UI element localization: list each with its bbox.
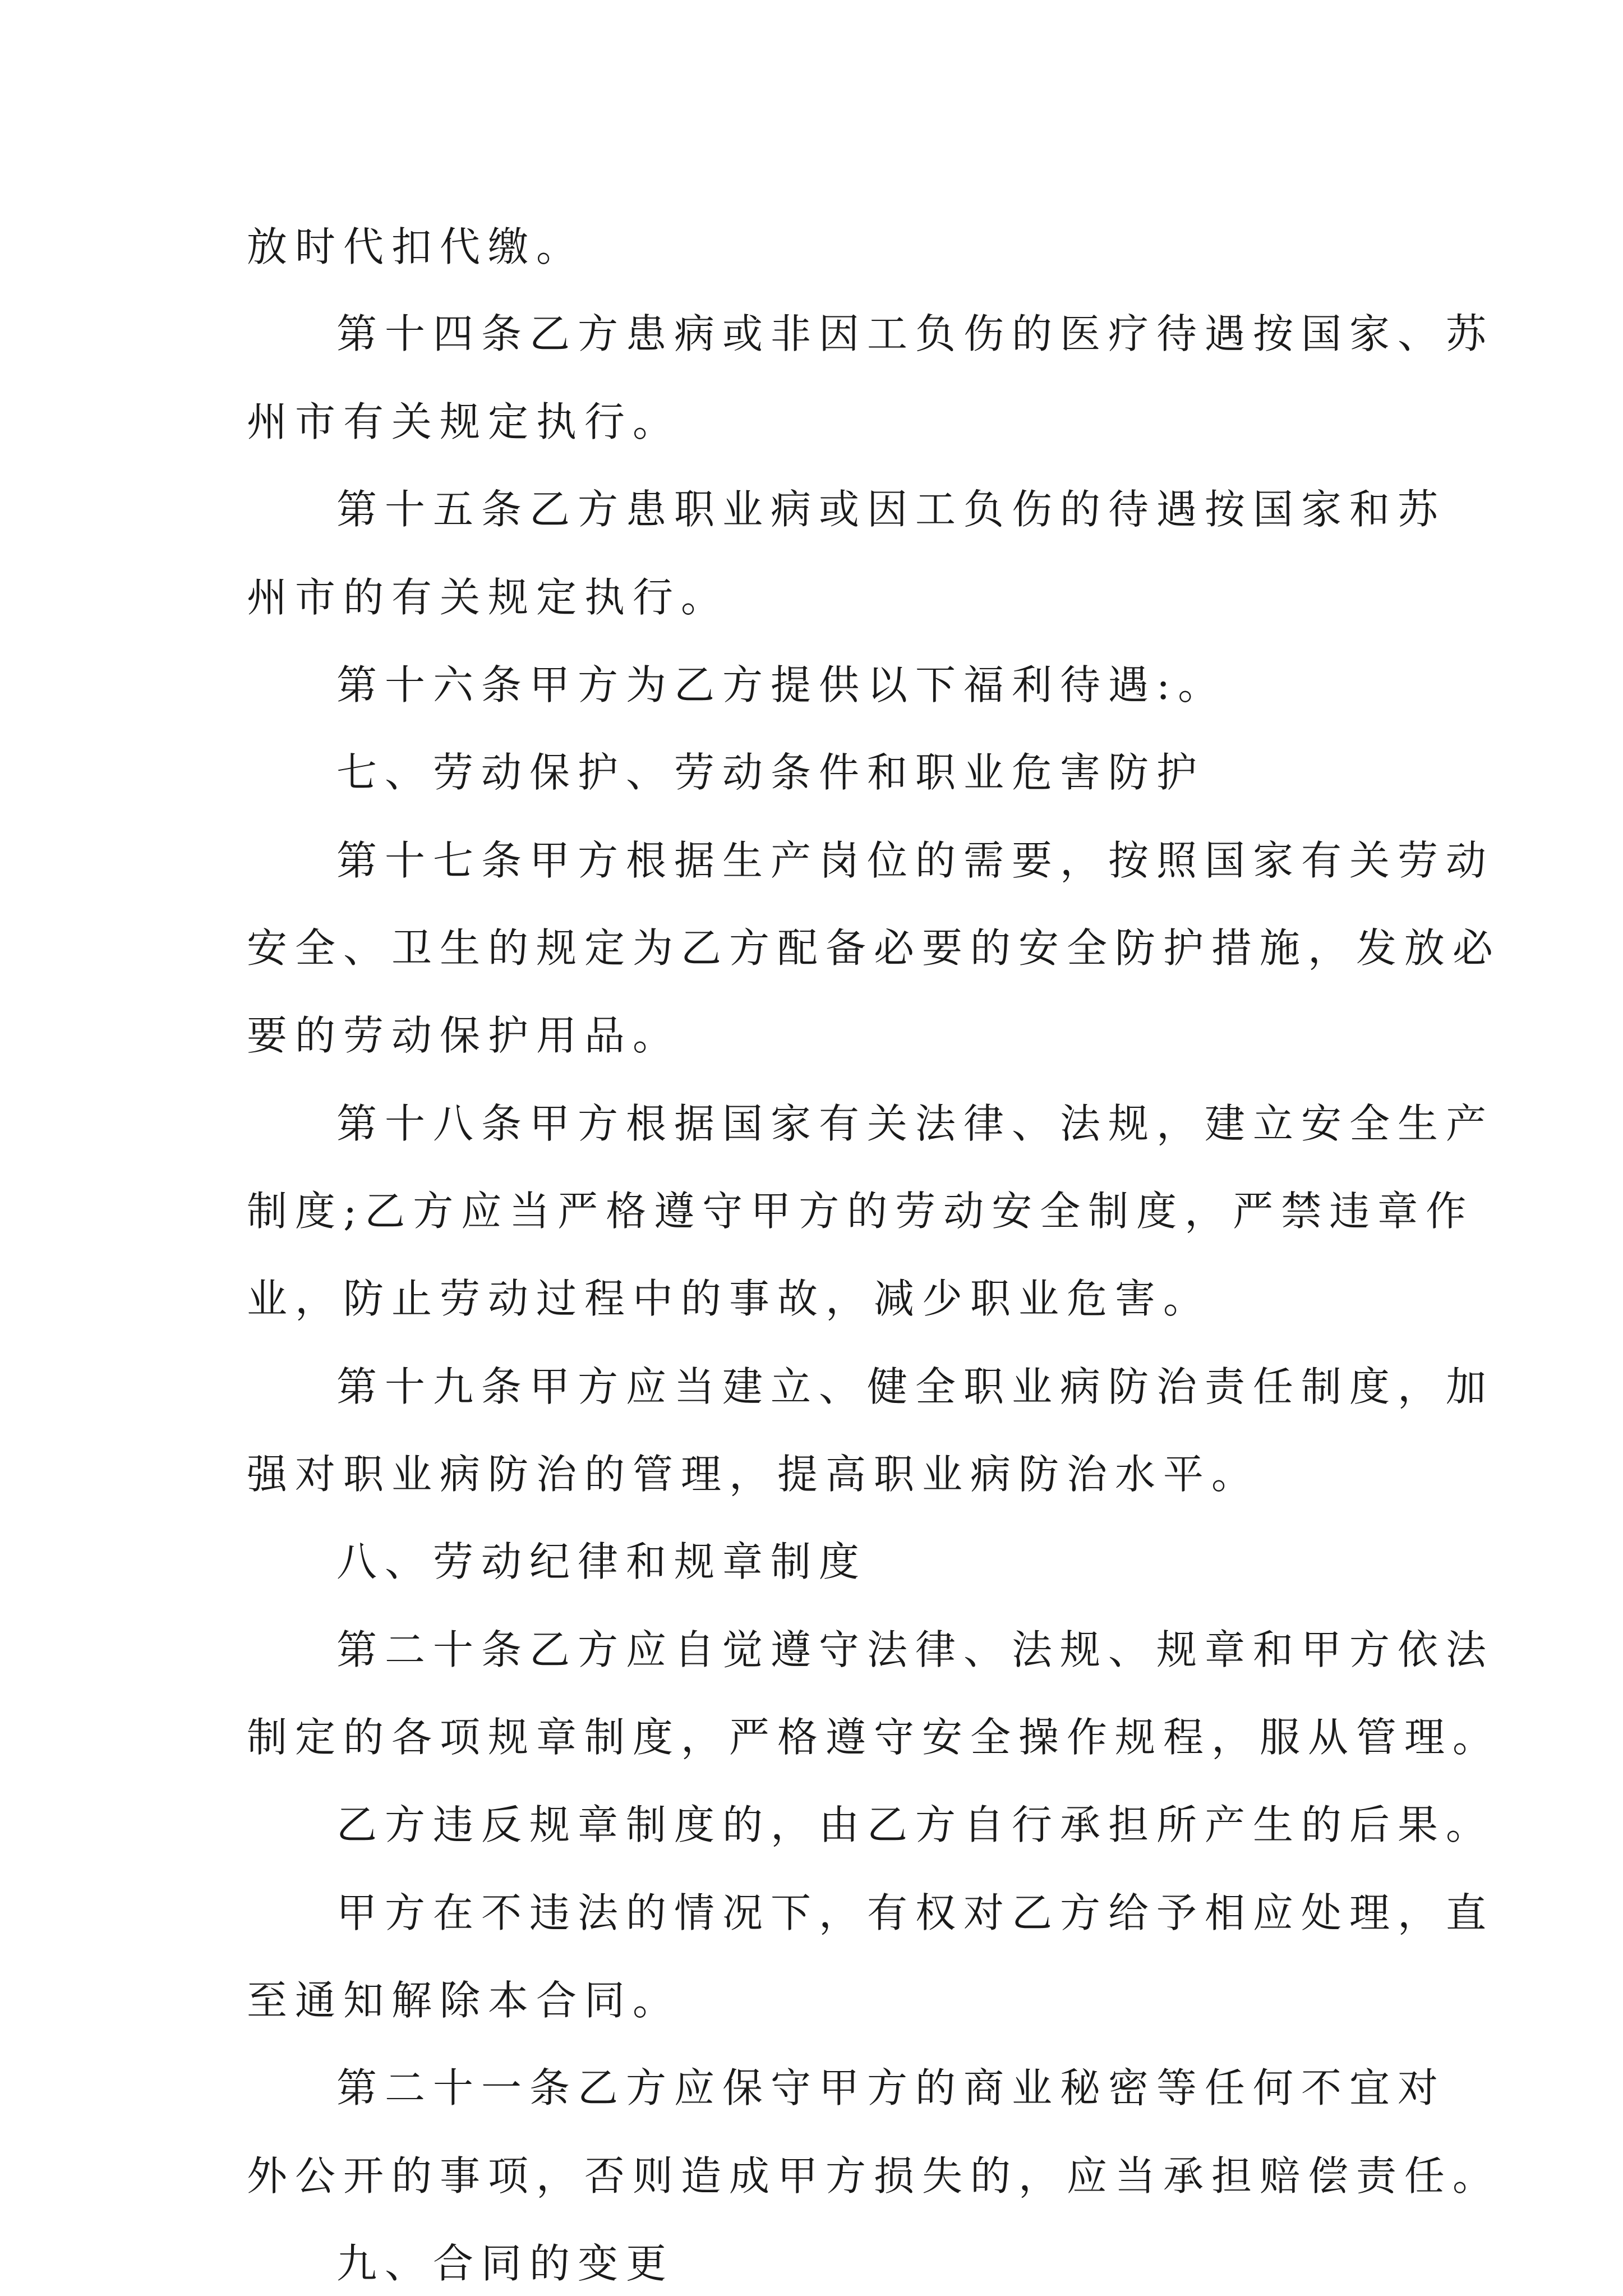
text-line: 第十八条甲方根据国家有关法律、法规，建立安全生产 [336, 1100, 1495, 1147]
text-line: 第二十条乙方应自觉遵守法律、法规、规章和甲方依法 [336, 1626, 1495, 1673]
section-heading: 八、劳动纪律和规章制度 [336, 1538, 868, 1585]
text-line: 乙方违反规章制度的，由乙方自行承担所产生的后果。 [336, 1801, 1495, 1848]
text-line: 第十七条甲方根据生产岗位的需要，按照国家有关劳动 [336, 837, 1495, 884]
text-line: 放时代扣代缴。 [247, 223, 585, 270]
text-line: 安全、卫生的规定为乙方配备必要的安全防护措施，发放必 [247, 924, 1501, 972]
text-line: 州市有关规定执行。 [247, 398, 681, 445]
text-line: 第十六条甲方为乙方提供以下福利待遇:。 [336, 661, 1227, 708]
text-line: 第十五条乙方患职业病或因工负伤的待遇按国家和苏 [336, 486, 1446, 533]
text-line: 业，防止劳动过程中的事故，减少职业危害。 [247, 1275, 1212, 1322]
text-line: 外公开的事项，否则造成甲方损失的，应当承担赔偿责任。 [247, 2152, 1501, 2200]
text-line: 甲方在不违法的情况下，有权对乙方给予相应处理，直 [336, 1889, 1495, 1936]
section-heading: 七、劳动保护、劳动条件和职业危害防护 [336, 749, 1205, 796]
text-line: 要的劳动保护用品。 [247, 1012, 681, 1059]
text-line: 强对职业病防治的管理，提高职业病防治水平。 [247, 1451, 1260, 1498]
text-line: 第十四条乙方患病或非因工负伤的医疗待遇按国家、苏 [336, 310, 1495, 357]
text-line: 制度;乙方应当严格遵守甲方的劳动安全制度，严禁违章作 [247, 1188, 1474, 1235]
text-line: 第二十一条乙方应保守甲方的商业秘密等任何不宜对 [336, 2064, 1446, 2111]
text-line: 州市的有关规定执行。 [247, 574, 730, 621]
text-line: 制定的各项规章制度，严格遵守安全操作规程，服从管理。 [247, 1714, 1501, 1761]
section-heading: 九、合同的变更 [336, 2240, 675, 2287]
text-line: 第十九条甲方应当建立、健全职业病防治责任制度，加 [336, 1363, 1495, 1410]
text-line: 至通知解除本合同。 [247, 1977, 681, 2024]
